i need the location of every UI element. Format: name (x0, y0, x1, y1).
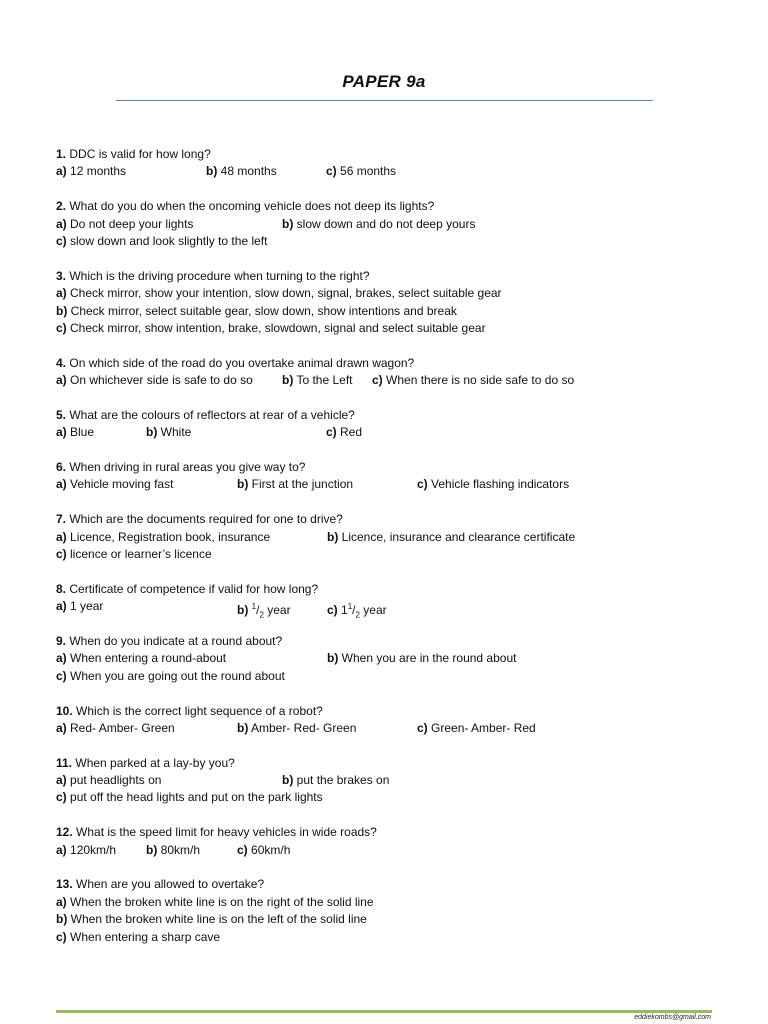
options-row (56, 216, 736, 233)
footer-divider (56, 1010, 712, 1013)
option-text: Do not deep your lights (70, 216, 194, 231)
question-4 (56, 355, 736, 390)
option-c (56, 929, 220, 946)
fraction-denominator: 2 (355, 610, 360, 620)
question-number: 5. (56, 407, 67, 422)
option-letter: b) (206, 164, 218, 179)
options-row (56, 303, 736, 320)
question-6 (56, 459, 736, 494)
option-text: Amber- Red- Green (251, 720, 357, 735)
option-a (56, 598, 103, 615)
question-stem: What is the speed limit for heavy vehicles in wide roads? (76, 825, 377, 840)
option-text: When the broken white line is on the right of the solid line (70, 894, 374, 909)
option-letter: c) (417, 477, 428, 492)
option-text: licence or learner’s licence (70, 546, 212, 561)
question-number: 6. (56, 460, 67, 475)
options-row (56, 546, 736, 563)
options-row (56, 789, 736, 806)
option-b (206, 163, 277, 180)
option-text: slow down and do not deep yours (296, 216, 476, 231)
option-letter: a) (56, 286, 67, 301)
option-c: c) $1^1/_2$ year (327, 602, 387, 620)
options-row (56, 529, 736, 546)
option-letter: a) (56, 842, 67, 857)
option-letter: a) (56, 599, 67, 614)
option-text: 48 months (220, 164, 277, 179)
option-text: Blue (70, 425, 95, 440)
option-text: 80km/h (160, 842, 201, 857)
options-row (56, 598, 736, 620)
option-text: When there is no side safe to do so (386, 373, 575, 388)
option-letter: b) (146, 425, 158, 440)
option-b (56, 303, 457, 320)
question-text (56, 459, 736, 476)
question-8 (56, 581, 736, 620)
options-row (56, 911, 736, 928)
option-letter: a) (56, 720, 67, 735)
option-letter: b) (282, 773, 294, 788)
question-stem: Which is the correct light sequence of a robot? (76, 703, 323, 718)
question-list (56, 146, 736, 963)
option-text: put headlights on (70, 773, 162, 788)
question-number: 9. (56, 633, 67, 648)
option-text: When you are in the round about (341, 651, 517, 666)
option-letter: a) (56, 651, 67, 666)
question-stem: When do you indicate at a round about? (69, 633, 283, 648)
options-row (56, 476, 736, 493)
option-c (326, 163, 396, 180)
question-11 (56, 755, 736, 807)
options-row (56, 424, 736, 441)
question-number: 7. (56, 512, 67, 527)
question-text (56, 355, 736, 372)
option-b (327, 529, 575, 546)
option-a (56, 372, 253, 389)
option-letter: a) (56, 373, 67, 388)
question-7 (56, 511, 736, 563)
option-letter: b) (327, 651, 339, 666)
option-b (146, 842, 200, 859)
option-letter: c) (56, 233, 67, 248)
option-text: 1 year (70, 599, 104, 614)
question-number: 10. (56, 703, 73, 718)
option-text: Check mirror, show intention, brake, slowdown, signal and select suitable gear (70, 320, 486, 335)
option-b (56, 911, 367, 928)
options-row (56, 320, 736, 337)
option-text: Vehicle moving fast (70, 477, 174, 492)
option-a (56, 842, 116, 859)
question-10 (56, 703, 736, 738)
option-letter: b) (56, 912, 68, 927)
question-stem: When driving in rural areas you give way to? (69, 460, 306, 475)
question-number: 8. (56, 581, 67, 596)
fraction-numerator: 1 (251, 602, 257, 612)
options-row (56, 842, 736, 859)
option-text: Vehicle flashing indicators (431, 477, 570, 492)
question-stem: When are you allowed to overtake? (76, 877, 265, 892)
question-stem: What do you do when the oncoming vehicle does not deep its lights? (69, 199, 435, 214)
options-row (56, 650, 736, 667)
option-text: Red (340, 425, 363, 440)
option-c (237, 842, 290, 859)
option-letter: c) (56, 929, 67, 944)
option-text: slow down and look slightly to the left (70, 233, 268, 248)
option-text: year (263, 603, 291, 618)
option-letter: c) (327, 603, 338, 618)
question-number: 13. (56, 877, 73, 892)
option-letter: b) (282, 216, 294, 231)
question-text (56, 876, 736, 893)
options-row (56, 372, 736, 389)
option-text: put off the head lights and put on the park lights (70, 790, 323, 805)
option-letter: a) (56, 164, 67, 179)
option-text: First at the junction (251, 477, 354, 492)
option-text: To the Left (296, 373, 353, 388)
option-letter: a) (56, 529, 67, 544)
option-text: When entering a round-about (70, 651, 227, 666)
option-text: Check mirror, select suitable gear, slow down, show intentions and break (70, 303, 457, 318)
option-c (417, 720, 536, 737)
question-text (56, 633, 736, 650)
option-c (56, 233, 267, 250)
option-text: year (359, 603, 387, 618)
question-stem: When parked at a lay-by you? (75, 755, 235, 770)
question-number: 12. (56, 825, 73, 840)
option-letter: c) (56, 790, 67, 805)
option-text: 12 months (70, 164, 127, 179)
option-text: When entering a sharp cave (70, 929, 221, 944)
option-b (282, 772, 389, 789)
option-b (282, 372, 353, 389)
question-text (56, 198, 736, 215)
option-b (237, 476, 353, 493)
options-row (56, 772, 736, 789)
option-letter: c) (326, 425, 337, 440)
option-c (56, 668, 285, 685)
question-text (56, 407, 736, 424)
options-row (56, 285, 736, 302)
option-text: 120km/h (70, 842, 117, 857)
option-c (417, 476, 569, 493)
option-letter: c) (56, 320, 67, 335)
options-row (56, 668, 736, 685)
footer-email: eddiekombs@gmail.com (634, 1014, 711, 1021)
options-row (56, 894, 736, 911)
option-a (56, 720, 175, 737)
option-text: 60km/h (251, 842, 291, 857)
whole-number: 1 (341, 603, 348, 618)
option-text: Green- Amber- Red (431, 720, 536, 735)
option-letter: b) (237, 720, 249, 735)
option-c (372, 372, 574, 389)
option-letter: b) (146, 842, 158, 857)
options-row (56, 233, 736, 250)
option-b (146, 424, 191, 441)
question-number: 11. (56, 755, 73, 770)
option-text: When the broken white line is on the left of the solid line (70, 912, 367, 927)
option-letter: b) (282, 373, 294, 388)
question-number: 4. (56, 355, 67, 370)
options-row (56, 163, 736, 180)
option-text: Licence, Registration book, insurance (70, 529, 271, 544)
option-letter: c) (237, 842, 248, 857)
question-3 (56, 268, 736, 338)
question-text (56, 146, 736, 163)
option-text: 56 months (340, 164, 397, 179)
option-b (282, 216, 475, 233)
question-stem: Certificate of competence if valid for how long? (69, 581, 319, 596)
option-a (56, 476, 173, 493)
question-5 (56, 407, 736, 442)
options-row (56, 720, 736, 737)
question-stem: What are the colours of reflectors at rear of a vehicle? (69, 407, 355, 422)
option-a (56, 216, 193, 233)
option-text: Check mirror, show your intention, slow down, signal, brakes, select suitable gear (70, 286, 502, 301)
page-title: PAPER 9a (342, 72, 426, 91)
option-letter: a) (56, 477, 67, 492)
option-a (56, 894, 374, 911)
option-c (56, 789, 323, 806)
option-letter: c) (417, 720, 428, 735)
option-text: Red- Amber- Green (70, 720, 175, 735)
question-number: 3. (56, 268, 67, 283)
option-text: On whichever side is safe to do so (70, 373, 253, 388)
option-c (326, 424, 362, 441)
question-text (56, 824, 736, 841)
question-stem: Which are the documents required for one to drive? (69, 512, 343, 527)
fraction-numerator: 1 (347, 602, 353, 612)
question-number: 2. (56, 199, 67, 214)
title-divider (116, 100, 653, 101)
option-text: When you are going out the round about (70, 668, 285, 683)
question-1 (56, 146, 736, 181)
option-a (56, 772, 161, 789)
fraction-denominator: 2 (259, 610, 264, 620)
option-b (327, 650, 516, 667)
option-letter: b) (56, 303, 68, 318)
options-row (56, 929, 736, 946)
question-9 (56, 633, 736, 685)
question-text (56, 581, 736, 598)
option-b: b) $^1/_2$ year (237, 602, 291, 620)
question-text (56, 755, 736, 772)
question-text (56, 511, 736, 528)
option-a (56, 285, 502, 302)
option-letter: a) (56, 894, 67, 909)
option-c (56, 320, 486, 337)
option-letter: a) (56, 773, 67, 788)
option-b (237, 720, 356, 737)
option-a (56, 529, 270, 546)
option-text: put the brakes on (296, 773, 390, 788)
option-text: White (160, 425, 192, 440)
question-2 (56, 198, 736, 250)
option-letter: a) (56, 425, 67, 440)
question-stem: DDC is valid for how long? (69, 147, 211, 161)
question-12 (56, 824, 736, 859)
option-letter: b) (237, 603, 249, 618)
option-a (56, 424, 94, 441)
question-stem: Which is the driving procedure when turning to the right? (69, 268, 370, 283)
option-letter: b) (327, 529, 339, 544)
option-letter: b) (237, 477, 249, 492)
option-text: Licence, insurance and clearance certificate (341, 529, 576, 544)
option-a (56, 650, 226, 667)
option-letter: c) (56, 668, 67, 683)
question-text (56, 268, 736, 285)
option-c (56, 546, 212, 563)
question-stem: On which side of the road do you overtake animal drawn wagon? (69, 355, 415, 370)
option-letter: c) (56, 546, 67, 561)
question-number: 1. (56, 147, 67, 161)
question-13 (56, 876, 736, 946)
question-text (56, 703, 736, 720)
option-a (56, 163, 126, 180)
option-letter: c) (326, 164, 337, 179)
option-letter: a) (56, 216, 67, 231)
option-letter: c) (372, 373, 383, 388)
